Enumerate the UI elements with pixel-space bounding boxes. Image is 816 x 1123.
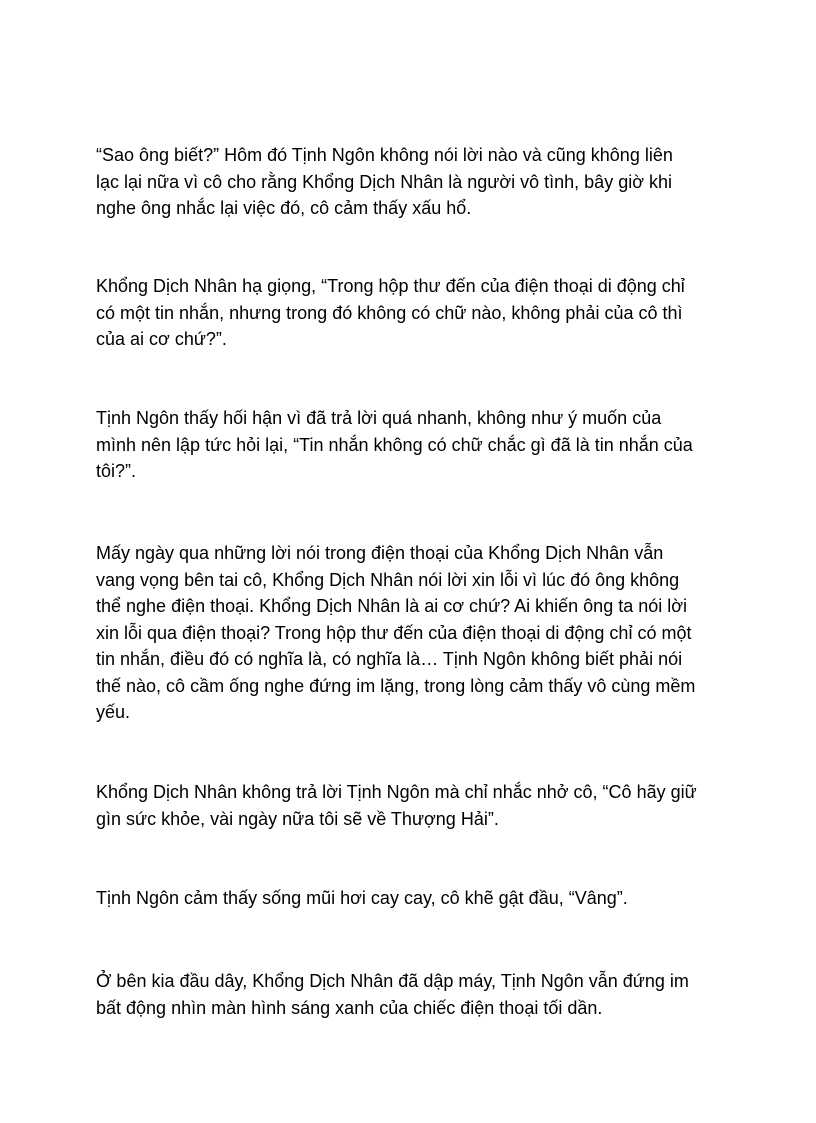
- paragraph-7: Ở bên kia đầu dây, Khổng Dịch Nhân đã dập máy, Tịnh Ngôn vẫn đứng im bất động nhìn màn hình sáng xanh của chiếc điện thoại tối dần.: [96, 971, 689, 1018]
- paragraph-5: Khổng Dịch Nhân không trả lời Tịnh Ngôn mà chỉ nhắc nhở cô, “Cô hãy giữ gìn sức khỏe, vài ngày nữa tôi sẽ về Thượng Hải”.: [96, 782, 697, 829]
- paragraph-1: “Sao ông biết?” Hôm đó Tịnh Ngôn không nói lời nào và cũng không liên lạc lại nữa vì cô cho rằng Khổng Dịch Nhân là người vô tình, bây giờ khi nghe ông nhắc lại việc đó, cô cảm thấy xấu hổ.: [96, 145, 673, 218]
- paragraph-2: Khổng Dịch Nhân hạ giọng, “Trong hộp thư đến của điện thoại di động chỉ có một tin nhắn, nhưng trong đó không có chữ nào, không phải của cô thì của ai cơ chứ?”.: [96, 276, 685, 349]
- paragraph-3: Tịnh Ngôn thấy hối hận vì đã trả lời quá nhanh, không như ý muốn của mình nên lập tức hỏi lại, “Tin nhắn không có chữ chắc gì đã là tin nhắn của tôi?”.: [96, 408, 693, 481]
- paragraph-4: Mấy ngày qua những lời nói trong điện thoại của Khổng Dịch Nhân vẫn vang vọng bên tai cô, Khổng Dịch Nhân nói lời xin lỗi vì lúc đó ông không thể nghe điện thoại. Khổng Dịch Nhân là ai cơ chứ? Ai khiến ông ta nói lời xin lỗi qua điện thoại? Trong hộp thư đến của điện thoại di động chỉ có một tin nhắn, điều đó có nghĩa là, có nghĩa là… Tịnh Ngôn không biết phải nói thế nào, cô cầm ống nghe đứng im lặng, trong lòng cảm thấy vô cùng mềm yếu.: [96, 543, 696, 722]
- paragraph-6: Tịnh Ngôn cảm thấy sống mũi hơi cay cay, cô khẽ gật đầu, “Vâng”.: [96, 888, 628, 908]
